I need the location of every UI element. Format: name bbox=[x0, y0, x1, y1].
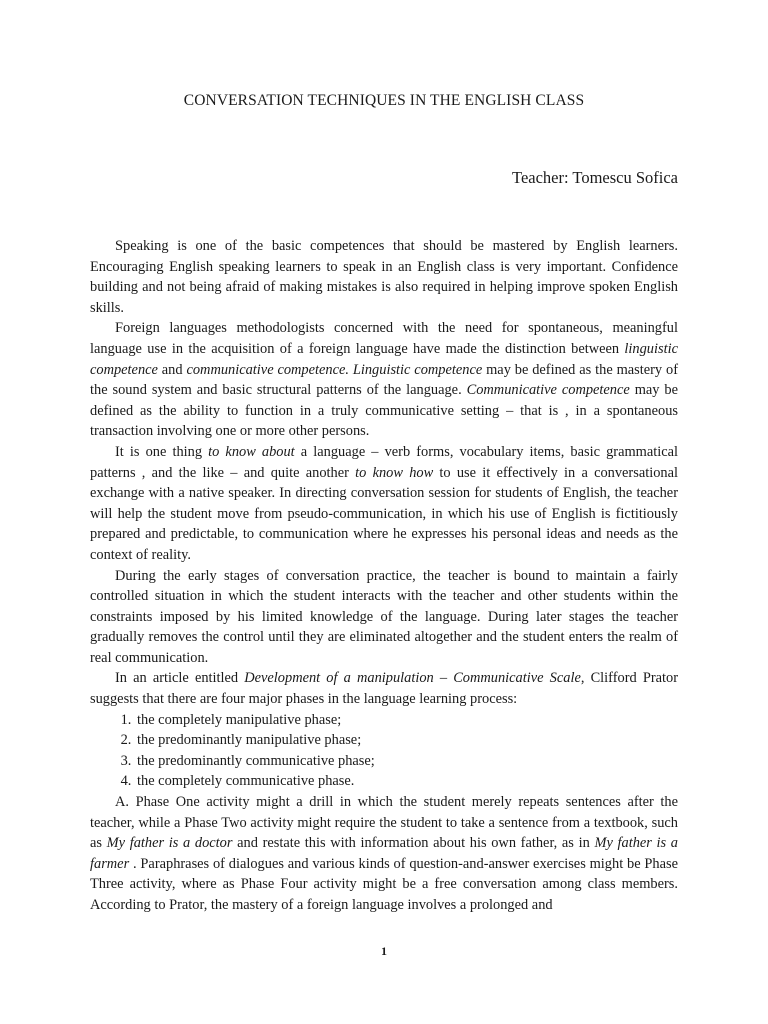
paragraph-intro: Speaking is one of the basic competences that should be mastered by English learners. Encouraging English speaking learners to speak in an English class is very important. Confidence building and not being afraid of making mistakes is also required in helping improve spoken English skills. bbox=[90, 238, 678, 316]
text-run: may be defined as the ability to function in a truly communicative setting – that is , in a spontaneous transaction involving one or more other persons. bbox=[90, 382, 679, 440]
text-run: and bbox=[157, 361, 187, 378]
italic-term: Development of a manipulation – Communicative Scale bbox=[244, 670, 581, 687]
italic-term: to know about bbox=[208, 443, 295, 460]
list-item: 4. the completely communicative phase. bbox=[135, 771, 678, 792]
text-run: It is one thing bbox=[115, 443, 209, 460]
text-run: A. Phase One activity might a drill in which the student merely repeats sentences after the teacher, while a Phase Two activity might require the student to take a sentence from a textbook, such as bbox=[90, 794, 678, 852]
document-body bbox=[90, 236, 678, 916]
text-run: , Clifford Prator suggests that there are four major phases in the language learning process: bbox=[90, 670, 678, 708]
page-title: CONVERSATION TECHNIQUES IN THE ENGLISH CLASS bbox=[183, 92, 585, 109]
teacher-name: Teacher: Tomescu Sofica bbox=[512, 168, 678, 187]
italic-term: linguistic competence bbox=[90, 340, 678, 378]
paragraph-phase-examples bbox=[90, 792, 678, 916]
list-item: 1. the completely manipulative phase; bbox=[135, 710, 678, 731]
italic-term: Communicative competence bbox=[466, 382, 630, 399]
italic-term: Linguistic competence bbox=[352, 361, 483, 378]
paragraph-article bbox=[90, 668, 678, 709]
text-run: . Paraphrases of dialogues and various kinds of question-and-answer exercises might be Phase Three activity, where as Phase Four activity might be a free conversation among class members. According to Prator, the mastery of a foreign language involves a prolonged and bbox=[90, 855, 678, 913]
text-run: and restate this with information about his own father, as in bbox=[232, 835, 595, 852]
paragraph-stages: During the early stages of conversation practice, the teacher is bound to maintain a fairly controlled situation in which the student interacts with the teacher and other students within the constraints imposed by his limited knowledge of the language. During later stages the teacher gradually removes the control until they are eliminated altogether and the student enters the realm of real communication. bbox=[90, 567, 678, 666]
page-number: 1 bbox=[381, 944, 387, 958]
text-run: may be defined as the mastery of the sound system and basic structural patterns of the language. bbox=[90, 361, 678, 399]
italic-term: communicative competence. bbox=[186, 361, 349, 378]
italic-term: My father is a farmer bbox=[90, 835, 679, 872]
phases-list bbox=[90, 710, 678, 792]
list-item: 2. the predominantly manipulative phase; bbox=[135, 730, 678, 751]
paragraph-know-how bbox=[90, 442, 678, 566]
text-run: Foreign languages methodologists concerned with the need for spontaneous, meaningful language use in the acquisition of a foreign language have made the distinction between bbox=[90, 320, 678, 357]
italic-term: My father is a doctor bbox=[106, 835, 233, 852]
paragraph-competence bbox=[90, 318, 678, 442]
italic-term: to know how bbox=[355, 464, 434, 481]
text-run: a language – verb forms, vocabulary items, basic grammatical patterns , and the like – and quite another bbox=[90, 443, 679, 481]
text-run: In an article entitled bbox=[115, 670, 245, 687]
list-item: 3. the predominantly communicative phase; bbox=[135, 751, 678, 772]
text-run: to use it effectively in a conversational exchange with a native speaker. In directing conversation session for students of English, the teacher will help the student move from pseudo-communication, in which his use of English is fictitiously prepared and predictable, to communication where he expresses his personal ideas and needs as the context of reality. bbox=[90, 464, 678, 563]
